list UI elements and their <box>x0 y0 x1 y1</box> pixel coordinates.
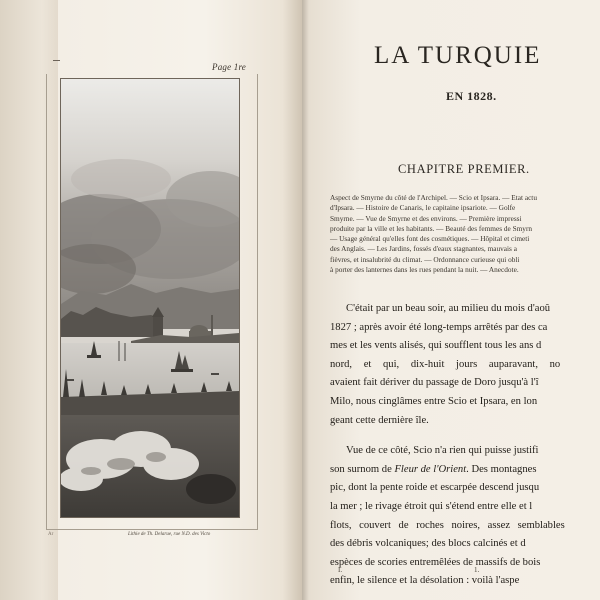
summary-line: — Usage général qu'elles font des cosmétiques. — Hôpital et cimeti <box>330 234 530 244</box>
text-line <box>330 461 600 480</box>
text-line: mes et les vents alisés, qui soufflent tous les ans d <box>330 340 542 352</box>
signature-mark-right: 1. <box>474 566 480 574</box>
smyrna-lithograph <box>60 78 240 518</box>
text-run: . Des montagnes <box>466 463 537 475</box>
text-line: nord, et qui, dix-huit jours auparavant, no <box>330 358 561 370</box>
text-line: enfin, le silence et la désolation : voilà l'aspe <box>330 575 520 587</box>
chapter-heading: CHAPITRE PREMIER. <box>398 162 530 176</box>
text-line: Milo, nous cinglâmes entre Scio et Ipsara, en lon <box>330 395 538 407</box>
text-line: pic, dont la pente roide et escarpée descend jusqu <box>330 482 540 494</box>
text-line: avaient fait dériver du passage de Doro jusqu'à l'î <box>330 377 539 389</box>
book-title: LA TURQUIE <box>374 42 542 69</box>
text-run: son surnom de <box>330 463 395 475</box>
text-line: des débris volcaniques; des blocs calcinés et d <box>330 538 526 550</box>
text-line: Vue de ce côté, Scio n'a rien qui puisse justifi <box>346 445 539 457</box>
plate-caption: Lithie de Th. Delarue, rue N.D. des Victo <box>128 532 211 537</box>
plate-page-label: Page 1re <box>212 62 247 72</box>
text-line: la mer ; le rivage étroit qui s'étend entre elle et l <box>330 500 533 512</box>
summary-line: produite par la ville et les habitants. — Beauté des femmes de Smyrn <box>330 223 533 233</box>
summary-line: fièvres, et insalubrité du climat. — Ordonnance curieuse qui obli <box>330 254 520 264</box>
body-text <box>330 300 600 591</box>
text-line: C'était par un beau soir, au milieu du mois d'aoû <box>346 303 551 314</box>
text-page <box>304 0 600 600</box>
summary-line: à porter des lanternes dans les rues pendant la nuit. — Anecdote. <box>330 265 519 275</box>
italic-phrase: Fleur de l'Orient <box>394 463 467 475</box>
text-line: 1827 ; après avoir été long-temps arrêtés par des ca <box>330 321 548 333</box>
text-line: geant cette dernière île. <box>330 414 429 426</box>
text-line: espèces de scories entremêlées de massifs de bois <box>330 556 541 568</box>
caption-edge: Ar <box>48 532 54 537</box>
summary-line: d'Ipsara. — Histoire de Canaris, le capitaine ipsariote. — Golfe <box>330 203 516 213</box>
book-subtitle: EN 1828. <box>446 89 497 103</box>
summary-line: Aspect de Smyrne du côté de l'Archipel. — Scio et Ipsara. — Etat actu <box>330 193 537 202</box>
text-line: flots, couvert de roches noires, assez semblables <box>330 519 565 531</box>
leaf-edge-mark <box>53 60 60 61</box>
summary-line: des Anglais. — Les Jardins, fossés d'eaux stagnantes, mauvais a <box>330 244 517 254</box>
lithograph-illustration <box>61 79 239 517</box>
signature-mark-left: I. <box>338 566 343 574</box>
summary-line: Smyrne. — Vue de Smyrne et des environs. — Première impressi <box>330 213 522 223</box>
chapter-summary <box>330 193 600 275</box>
